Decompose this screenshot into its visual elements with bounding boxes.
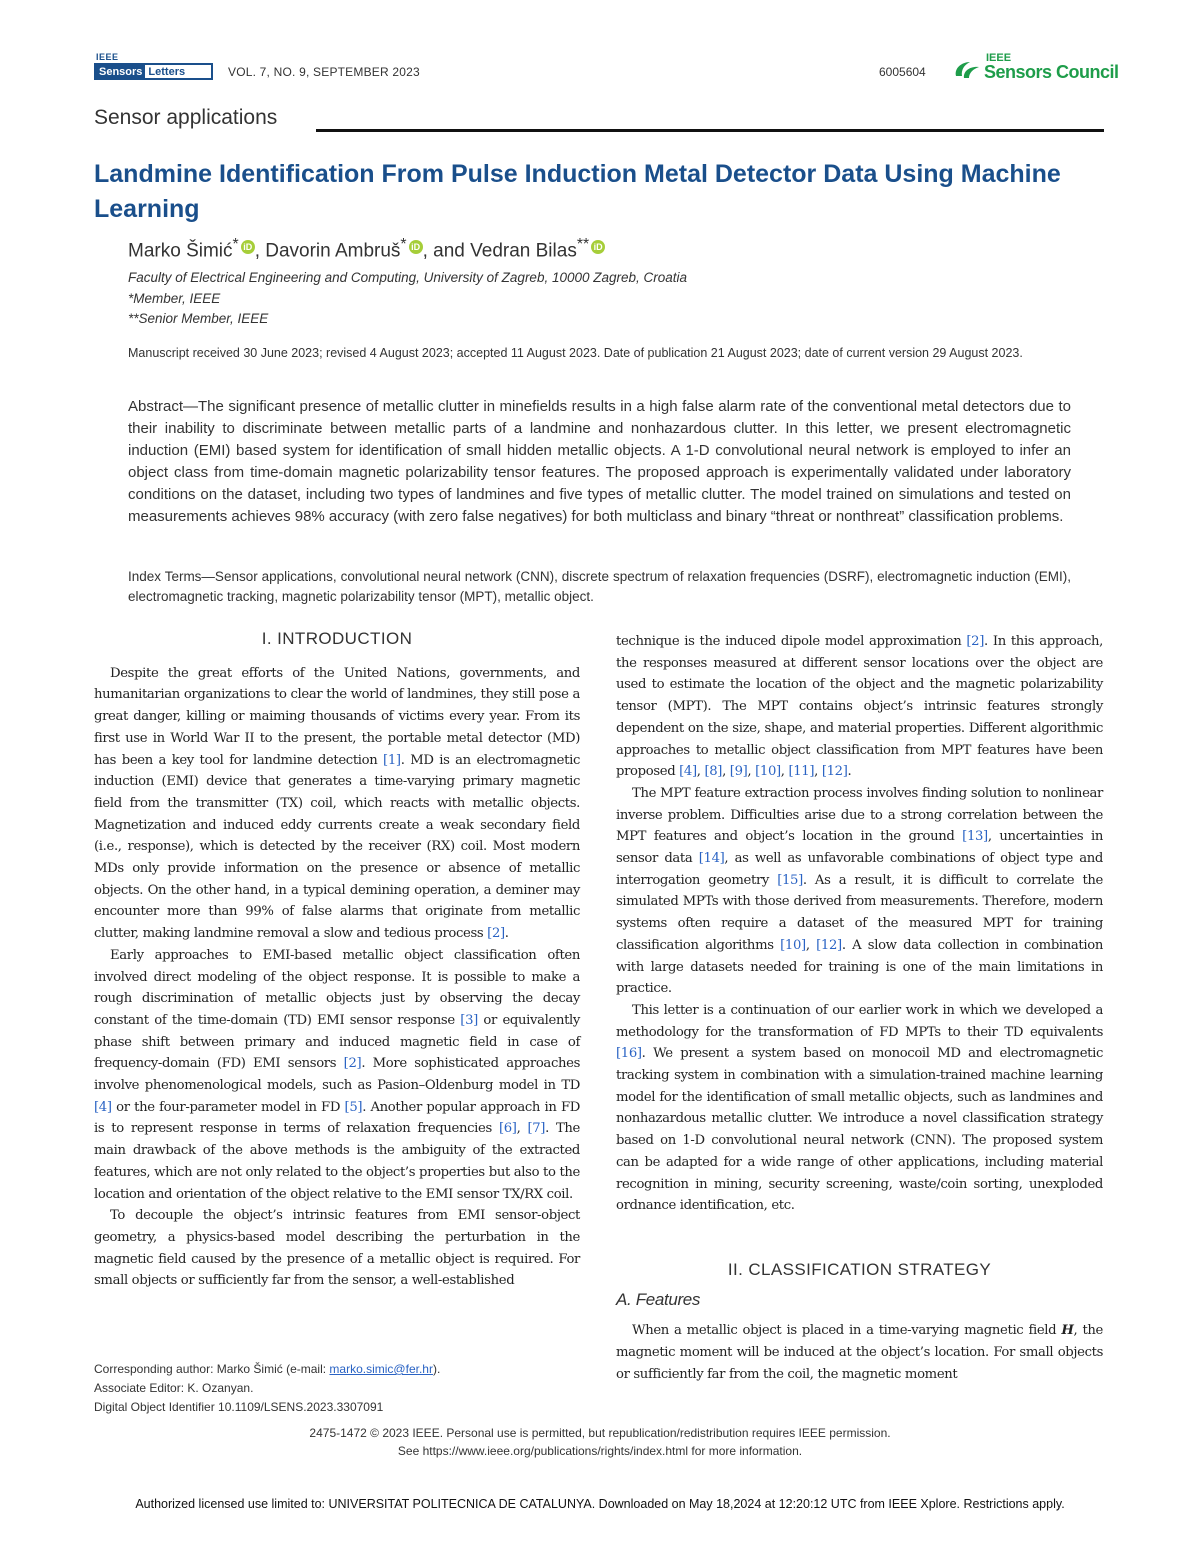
authorized-use-notice: Authorized licensed use limited to: UNIVERSITAT POLITECNICA DE CATALUNYA. Downloaded on May 18,2024 at 12:20:12 UTC from IEEE Xplore. Restrictions apply.: [135, 1497, 1065, 1511]
author-name: Davorin Ambruš: [265, 240, 401, 262]
citation-link[interactable]: [2]: [343, 1056, 362, 1072]
citation-link[interactable]: [7]: [527, 1121, 546, 1137]
journal-logo-left: Sensors: [96, 65, 145, 78]
section-rule: [316, 129, 1104, 132]
intro-paragraph-1: Despite the great efforts of the United Nations, governments, and humanitarian organizations to clear the world of landmines, they still pose a great danger, killing or maiming thousands of victims every year. From its first use in World War II to the present, the portable metal detector (MD) has been a key tool for landmine detection [1]. MD is an electromagnetic induction (EMI) device that generates a time-varying primary magnetic field from the transmitter (TX) coil, which reacts with metallic objects. Magnetization and induced eddy currents create a weak secondary field (i.e., response), which is detected by the receiver (RX) coil. Most modern MDs only provide information on the presence or absence of metallic objects. On the other hand, in a typical demining operation, a deminer may encounter more than 99% of false alarms that originate from metallic clutter, making landmine removal a slow and tedious process [2].: [94, 665, 580, 942]
section-header: [94, 106, 1104, 134]
intro-paragraph-2: Early approaches to EMI-based metallic object classification often involved direct modeling of the object response. It is possible to make a rough discrimination of metallic objects just by observing the decay constant of the time-domain (TD) EMI sensor response [3] or equivalently phase shift between primary and induced magnetic field in case of frequency-domain (FD) EMI sensors [2]. More sophisticated approaches involve phenomenological models, such as Pasion–Oldenburg model in TD [4] or the four-parameter model in FD [5]. Another popular approach in FD is to represent response in terms of relaxation frequencies [6], [7]. The main drawback of the above methods is the ambiguity of the extracted features, which are not only related to the object’s properties but also to the location and orientation of the object relative to the EMI sensor TX/RX coil.: [94, 947, 580, 1202]
corresponding-email-link[interactable]: marko.simic@fer.hr: [329, 1362, 433, 1376]
section-heading-introduction: I. INTRODUCTION: [261, 629, 413, 648]
citation-link[interactable]: [6]: [498, 1121, 517, 1137]
orcid-icon[interactable]: iD: [409, 240, 423, 254]
author-mark: *: [400, 236, 407, 253]
citation-link[interactable]: [5]: [344, 1099, 363, 1115]
journal-logo-ieee: IEEE: [96, 52, 119, 62]
citation-link[interactable]: [4]: [679, 764, 697, 780]
copyright-line: 2475-1472 © 2023 IEEE. Personal use is permitted, but republication/redistribution requires IEEE permission.: [309, 1426, 891, 1440]
author-list: [128, 236, 605, 262]
citation-link[interactable]: [8]: [704, 764, 723, 780]
citation-link[interactable]: [1]: [383, 752, 401, 768]
intro-paragraph-6: This letter is a continuation of our earlier work in which we developed a methodology for the transformation of FD MPTs to their TD equivalents [16]. We present a system based on monocoil MD and electromagnetic tracking system in combination with a simulation-trained machine learning model for the identification of small metallic objects, such as landmines and nonhazardous metallic clutter. We introduce a novel classification strategy based on 1-D convolutional neural network (CNN). The proposed system can be adapted for a wide range of other applications, including material recognition in mining, security screening, waste/coin sorting, unexploded ordnance identification, etc.: [616, 1002, 1103, 1214]
council-logo-ieee: IEEE: [986, 52, 1012, 64]
associate-editor: Associate Editor: K. Ozanyan.: [94, 1381, 254, 1395]
affiliation: Faculty of Electrical Engineering and Computing, University of Zagreb, 10000 Zagreb, Croatia: [128, 270, 688, 285]
section-label: Sensor applications: [94, 106, 278, 129]
author-mark: *: [232, 236, 239, 253]
citation-link[interactable]: [15]: [777, 872, 803, 888]
volume-info: VOL. 7, NO. 9, SEPTEMBER 2023: [228, 65, 420, 79]
citation-link[interactable]: [16]: [616, 1046, 642, 1062]
article-number: 6005604: [879, 65, 926, 79]
orcid-icon[interactable]: iD: [241, 240, 255, 254]
corresponding-prefix: Corresponding author: Marko Šimić (e-mail:: [94, 1362, 330, 1376]
intro-paragraph-5: The MPT feature extraction process involves finding solution to nonlinear inverse problem. Difficulties arise due to a strong correlation between the MPT features and object’s location in the ground [13], uncertainties in sensor data [14], as well as unfavorable combinations of object type and interrogation geometry [15]. As a result, it is difficult to correlate the simulated MPTs with those derived from measurements. Therefore, modern systems often require a dataset of the measured MPT for training classification algorithms [10], [12]. A slow data collection in combination with large datasets needed for training is one of the main limitations in practice.: [616, 785, 1104, 997]
index-terms: Index Terms—Sensor applications, convolutional neural network (CNN), discrete spectrum of relaxation frequencies (DSRF), electromagnetic induction (EMI), electromagnetic tracking, magnetic polarizability tensor (MPT), metallic object.: [128, 569, 1071, 604]
citation-link[interactable]: [10]: [780, 937, 806, 953]
citation-link[interactable]: [12]: [816, 937, 842, 953]
sensors-council-mark-icon: [952, 56, 982, 80]
citation-link[interactable]: [10]: [755, 764, 781, 780]
footnote: [94, 1360, 440, 1417]
citation-link[interactable]: [2]: [487, 926, 505, 942]
citation-link[interactable]: [11]: [788, 764, 815, 780]
doi: Digital Object Identifier 10.1109/LSENS.2023.3307091: [94, 1400, 384, 1414]
author-mark: **: [576, 236, 590, 253]
manuscript-dates: Manuscript received 30 June 2023; revised 4 August 2023; accepted 11 August 2023. Date of publication 21 August 2023; date of current version 29 August 2023.: [128, 346, 1023, 360]
orcid-icon[interactable]: iD: [591, 240, 605, 254]
right-column: [616, 631, 1103, 1386]
council-logo-name: Sensors Council: [984, 62, 1119, 82]
paper-title: Landmine Identification From Pulse Induction Metal Detector Data Using Machine Learning: [94, 160, 1061, 223]
citation-link[interactable]: [2]: [966, 634, 985, 649]
author-name: Vedran Bilas: [470, 240, 577, 262]
journal-logo-right: Letters: [148, 66, 186, 78]
page-header: [94, 52, 1119, 84]
citation-link[interactable]: [3]: [460, 1012, 478, 1028]
citation-link[interactable]: [14]: [698, 851, 725, 867]
left-column: [94, 628, 580, 1292]
corresponding-suffix: ).: [432, 1362, 441, 1376]
section-heading-classification: II. CLASSIFICATION STRATEGY: [727, 1259, 992, 1279]
intro-paragraph-3: To decouple the object’s intrinsic features from EMI sensor-object geometry, a physics-based model describing the perturbation in the magnetic field caused by the presence of a metallic object is required. For small objects or sufficiently far from the sensor, a well-established: [94, 1208, 580, 1289]
senior-member-note: **Senior Member, IEEE: [128, 311, 269, 326]
abstract: Abstract—The significant presence of metallic clutter in minefields results in a high false alarm rate of the conventional metal detectors due to their inability to discriminate between metallic parts of a landmine and nonhazardous clutter. In this letter, we present electromagnetic induction (EMI) based system for identification of small hidden metallic objects. A 1-D convolutional neural network is employed to infer an object class from time-domain magnetic polarizability tensor features. The proposed approach is experimentally validated under laboratory conditions on the dataset, including two types of landmines and five types of metallic clutter. The model trained on simulations and tested on measurements achieves 98% accuracy (with zero false negatives) for both multiclass and binary “threat or nonthreat” classification problems.: [128, 398, 1071, 525]
sensors-council-logo: [952, 52, 1119, 82]
corresponding-author: [94, 1360, 440, 1379]
citation-link[interactable]: [12]: [821, 764, 848, 780]
citation-link[interactable]: [4]: [94, 1099, 112, 1115]
author-name: Marko Šimić: [128, 240, 233, 262]
citation-link[interactable]: [13]: [962, 829, 988, 845]
citation-link[interactable]: [9]: [729, 764, 748, 780]
author-separator: ,: [254, 240, 266, 262]
features-paragraph: When a metallic object is placed in a time-varying magnetic field H, the magnetic moment will be induced at the object’s location. For small objects or sufficiently far from the coil, the magnetic moment: [616, 1323, 1103, 1382]
intro-paragraph-4: technique is the induced dipole model approximation [2]. In this approach, the responses measured at different sensor locations over the object are used to estimate the location of the object and the magnetic polarizability tensor (MPT). The MPT contains object’s intrinsic features strongly dependent on the size, shape, and material properties. Different algorithmic approaches to metallic object classification from MPT features have been proposed [4], [8], [9], [10], [11], [12].: [616, 634, 1103, 780]
author-separator: , and: [422, 240, 471, 262]
math-symbol: H: [1061, 1323, 1074, 1339]
member-note: *Member, IEEE: [128, 291, 221, 306]
rights-line: See https://www.ieee.org/publications/rights/index.html for more information.: [397, 1444, 803, 1458]
subsection-heading-features: A. Features: [616, 1289, 701, 1309]
sensors-letters-logo: [94, 52, 214, 82]
